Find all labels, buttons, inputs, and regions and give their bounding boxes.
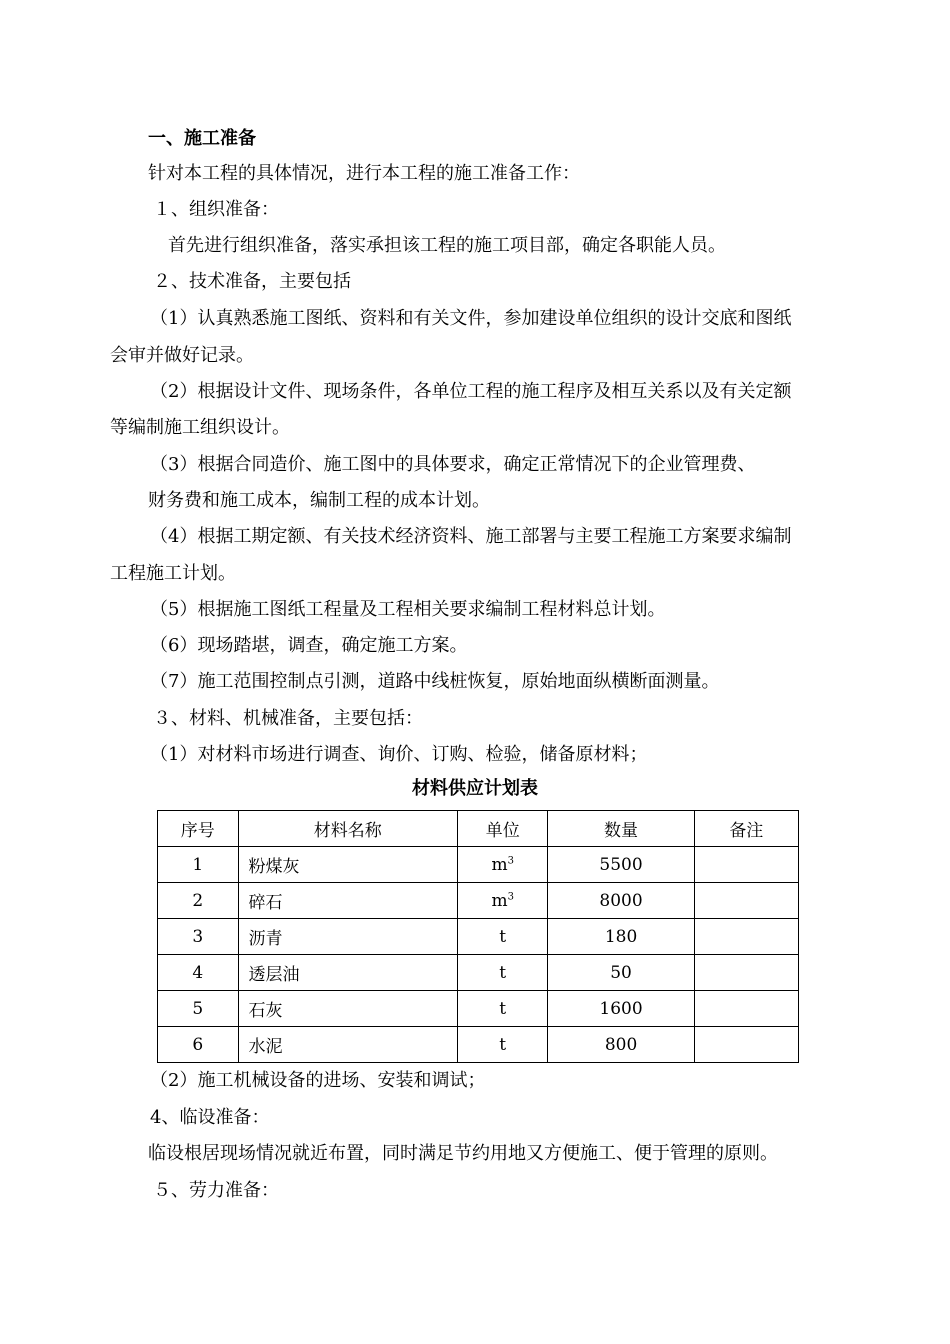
s2-item1-line1: （1）认真熟悉施工图纸、资料和有关文件，参加建设单位组织的设计交底和图纸 — [150, 308, 792, 329]
material-name: 沥青 — [238, 919, 457, 955]
header-cell: 单位 — [457, 811, 547, 847]
material-name: 水泥 — [238, 1027, 457, 1063]
header-cell: 序号 — [158, 811, 239, 847]
s2-item2-line2: 等编制施工组织设计。 — [110, 417, 290, 438]
section-heading: 一、施工准备 — [148, 128, 256, 149]
table-row — [158, 1027, 799, 1063]
s5-title: ５、劳力准备： — [153, 1180, 279, 1201]
remark-cell — [694, 955, 798, 991]
material-supply-table — [157, 810, 799, 1063]
remark-cell — [694, 883, 798, 919]
remark-cell — [694, 991, 798, 1027]
quantity-cell: 8000 — [548, 883, 694, 919]
s2-item5: （5）根据施工图纸工程量及工程相关要求编制工程材料总计划。 — [150, 599, 666, 620]
s2-item3-line2: 财务费和施工成本，编制工程的成本计划。 — [148, 490, 490, 511]
row-index: 6 — [158, 1027, 239, 1063]
s2-item3-line1: （3）根据合同造价、施工图中的具体要求，确定正常情况下的企业管理费、 — [150, 454, 756, 475]
intro-paragraph: 针对本工程的具体情况，进行本工程的施工准备工作： — [148, 163, 580, 184]
table-row — [158, 883, 799, 919]
table-row — [158, 955, 799, 991]
s2-item2-line1: （2）根据设计文件、现场条件，各单位工程的施工程序及相互关系以及有关定额 — [150, 381, 792, 402]
s2-item1-line2: 会审并做好记录。 — [110, 345, 254, 366]
remark-cell — [694, 919, 798, 955]
s2-item4-line1: （4）根据工期定额、有关技术经济资料、施工部署与主要工程施工方案要求编制 — [150, 526, 792, 547]
quantity-cell: 5500 — [548, 847, 694, 883]
s3-item2: （2）施工机械设备的进场、安装和调试； — [150, 1070, 486, 1091]
header-cell: 材料名称 — [238, 811, 457, 847]
s1-title: １、组织准备： — [153, 199, 279, 220]
s2-title: ２、技术准备，主要包括 — [153, 271, 351, 292]
table-row — [158, 991, 799, 1027]
s3-title: ３、材料、机械准备，主要包括： — [153, 708, 423, 729]
material-name: 粉煤灰 — [238, 847, 457, 883]
table-row — [158, 919, 799, 955]
material-name: 透层油 — [238, 955, 457, 991]
s2-item4-line2: 工程施工计划。 — [110, 563, 236, 584]
remark-cell — [694, 847, 798, 883]
s1-body: 首先进行组织准备，落实承担该工程的施工项目部，确定各职能人员。 — [168, 235, 726, 256]
table-row — [158, 847, 799, 883]
material-name: 石灰 — [238, 991, 457, 1027]
s2-item6: （6）现场踏堪，调查，确定施工方案。 — [150, 635, 468, 656]
remark-cell — [694, 1027, 798, 1063]
quantity-cell: 1600 — [548, 991, 694, 1027]
unit-cell: t — [457, 991, 547, 1027]
s4-body: 临设根居现场情况就近布置，同时满足节约用地又方便施工、便于管理的原则。 — [148, 1143, 778, 1164]
unit-cell: $m^3$ — [457, 883, 547, 919]
row-index: 2 — [158, 883, 239, 919]
table-header-row — [158, 811, 799, 847]
unit-cell: t — [457, 1027, 547, 1063]
row-index: 3 — [158, 919, 239, 955]
quantity-cell: 50 — [548, 955, 694, 991]
quantity-cell: 800 — [548, 1027, 694, 1063]
s4-title: 4、临设准备： — [150, 1107, 270, 1128]
unit-cell: t — [457, 955, 547, 991]
table-title: 材料供应计划表 — [412, 778, 538, 799]
unit-cell: $m^3$ — [457, 847, 547, 883]
row-index: 5 — [158, 991, 239, 1027]
unit-cell: t — [457, 919, 547, 955]
header-cell: 备注 — [694, 811, 798, 847]
row-index: 1 — [158, 847, 239, 883]
s3-item1: （1）对材料市场进行调查、询价、订购、检验，储备原材料； — [150, 744, 648, 765]
s2-item7: （7）施工范围控制点引测，道路中线桩恢复，原始地面纵横断面测量。 — [150, 671, 720, 692]
material-name: 碎石 — [238, 883, 457, 919]
row-index: 4 — [158, 955, 239, 991]
quantity-cell: 180 — [548, 919, 694, 955]
header-cell: 数量 — [548, 811, 694, 847]
